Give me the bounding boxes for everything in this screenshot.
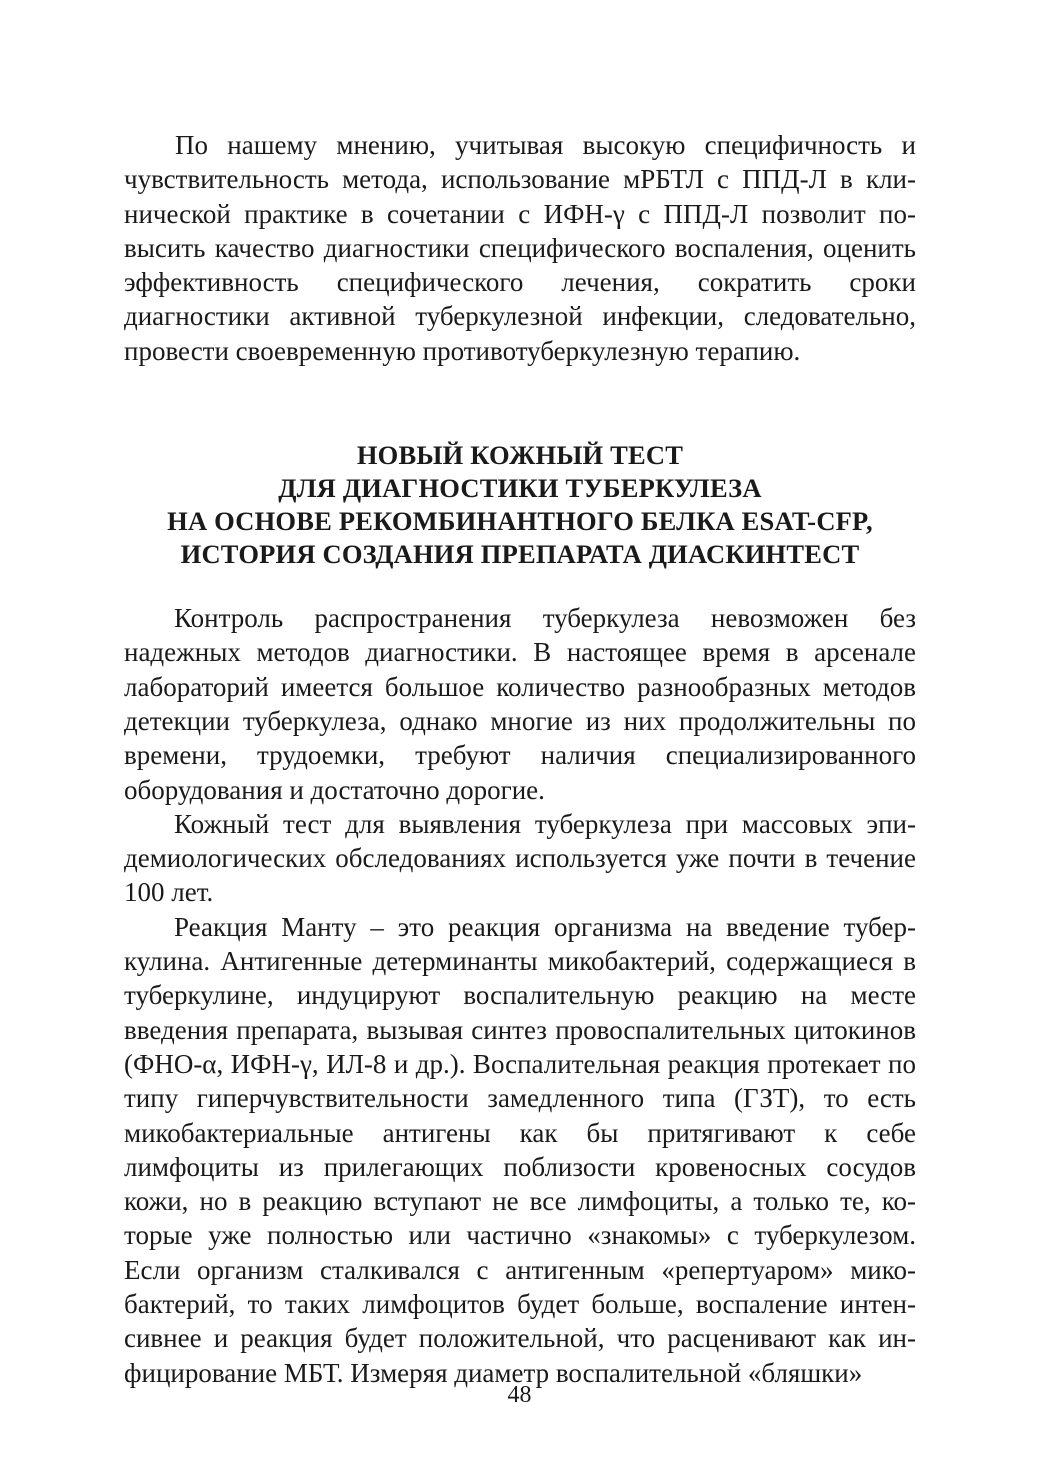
heading-line-1: НОВЫЙ КОЖНЫЙ ТЕСТ bbox=[356, 440, 684, 471]
page-body bbox=[124, 128, 916, 1390]
heading-line-3: НА ОСНОВЕ РЕКОМБИНАНТНОГО БЕЛКА ESAT-CFP, bbox=[167, 506, 873, 537]
body-paragraph-1: Контроль распространения туберкулеза невозможен без надежных методов диагностики. В настоящее время в арсенале лабораторий имеется большое количество разнообразных методов детекции туберкулеза, однако многие из них продолжительны по времени, трудоемки, требуют наличия специализированного оборудования и достаточно дорогие. bbox=[124, 603, 916, 805]
heading-line-4: ИСТОРИЯ СОЗДАНИЯ ПРЕПАРАТА ДИАСКИНТЕСТ bbox=[180, 539, 860, 570]
heading-line-2: ДЛЯ ДИАГНОСТИКИ ТУБЕРКУЛЕЗА bbox=[278, 473, 762, 504]
body-paragraph-2: Кожный тест для выявления туберкулеза при массовых эпидемиологических обследованиях используется уже почти в течение 100 лет. bbox=[124, 808, 916, 908]
intro-paragraph: По нашему мнению, учитывая высокую специфичность и чувствительность метода, использование мРБТЛ с ППД-Л в клинической практике в сочетании с ИФН-γ с ППД-Л позволит повысить качество диагностики специфического воспаления, оценить эффективность специфического лечения, сократить сроки диагностики активной туберкулезной инфекции, следовательно, провести своевременную противотуберкулезную терапию. bbox=[124, 130, 916, 366]
section-heading bbox=[124, 439, 916, 571]
page-number: 48 bbox=[507, 1382, 532, 1408]
body-paragraph-3: Реакция Манту – это реакция организма на введение туберкулина. Антигенные детерминанты микобактерий, содержащиеся в туберкулине, индуцируют воспалительную реакцию на месте введения препарата, вызывая синтез провоспалительных цитокинов (ФНО-α, ИФН-γ, ИЛ-8 и др.). Воспалительная реакция протекает по типу гиперчувствительности замедленного типа (ГЗТ), то есть микобактериальные антигены как бы притягивают к себе лимфоциты из прилегающих поблизости кровеносных сосудов кожи, но в реакцию вступают не все лимфоциты, а только те, которые уже полностью или частично «знакомы» с туберкулезом. Если организм сталкивался с антигенным «репертуаром» микобактерий, то таких лимфоцитов будет больше, воспаление интенсивнее и реакция будет положительной, что расценивают как инфицирование МБТ. Измеряя диаметр воспалительной «бляшки» bbox=[124, 911, 916, 1388]
